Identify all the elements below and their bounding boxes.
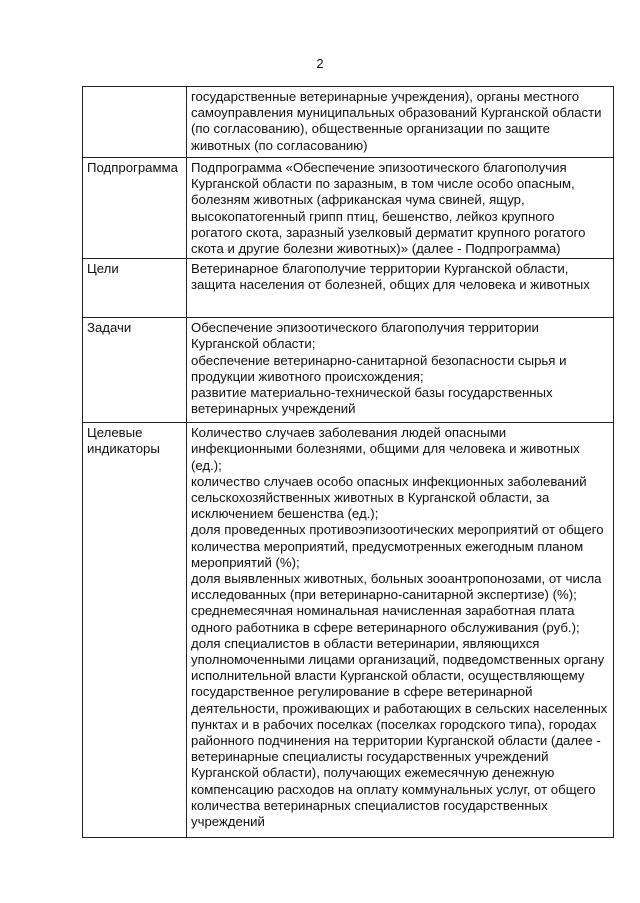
row-content: [187, 158, 614, 259]
table-row-goals: [83, 259, 614, 318]
row-label: Подпрограмма: [83, 158, 187, 259]
row-text: государственные ветеринарные учреждения), органы местного самоуправления муниципальных образований Курганской области (по согласованию), общественные организации по защите животных (по согласованию): [191, 89, 602, 153]
row-text: доля выявленных животных, больных зооантропонозами, от числа исследованных (при ветеринарно-санитарной экспертизе) (%);: [191, 571, 602, 603]
row-text: доля проведенных противоэпизоотических мероприятий от общего количества мероприятий, предусмотренных ежегодным планом мероприятий (%);: [191, 522, 604, 570]
page-number: 2: [316, 56, 324, 71]
row-content: [187, 423, 614, 838]
passport-table: [82, 86, 614, 838]
table-row-executors: [83, 87, 614, 158]
table-row-tasks: [83, 318, 614, 423]
row-text: развитие материально-технической базы государственных ветеринарных учреждений: [191, 385, 553, 417]
row-label: Цели: [83, 259, 187, 318]
row-text: доля специалистов в области ветеринарии, являющихся уполномоченными лицами организаций, подведомственных органу исполнительной власти Курганской области, осуществляющему государственное регулирование в сфере ветеринарной деятельности, проживающих и работающих в сельских населенных пунктах и в рабочих поселках (поселках городского типа), городах районного подчинения на территории Курганской области (далее - ветеринарные специалисты государственных учреждений Курганской области), получающих ежемесячную денежную компенсацию расходов на оплату коммунальных услуг, от общего количества ветеринарных специалистов государственных учреждений: [191, 635, 608, 830]
row-text: Обеспечение эпизоотического благополучия территории Курганской области;: [191, 320, 539, 352]
row-text: Подпрограмма «Обеспечение эпизоотического благополучия Курганской области по заразным, в том числе особо опасным, болезням животных (африканская чума свиней, ящур, высокопатогенный грипп птиц, бешенство, лейкоз крупного рогатого скота, заразный узелковый дерматит крупного рогатого скота и другие болезни животных)» (далее - Подпрограмма): [191, 160, 586, 257]
row-content: [187, 318, 614, 423]
row-text: Ветеринарное благополучие территории Курганской области, защита населения от болезней, общих для человека и животных: [191, 261, 590, 293]
row-text: среднемесячная номинальная начисленная заработная плата одного работника в сфере ветеринарного обслуживания (руб.);: [191, 603, 580, 635]
row-text: Количество случаев заболевания людей опасными инфекционными болезнями, общими для человека и животных (ед.);: [191, 425, 580, 473]
row-label: Задачи: [83, 318, 187, 423]
row-label: Целевые индикаторы: [83, 423, 187, 838]
row-text: количество случаев особо опасных инфекционных заболеваний сельскохозяйственных животных в Курганской области, за исключением бешенства (ед.);: [191, 473, 587, 522]
row-content: [187, 87, 614, 158]
table-row-indicators: [83, 423, 614, 838]
row-text: обеспечение ветеринарно-санитарной безопасности сырья и продукции животного происхождения;: [191, 352, 567, 384]
row-label: [83, 87, 187, 158]
row-content: [187, 259, 614, 318]
table-row-subprogram: [83, 158, 614, 259]
